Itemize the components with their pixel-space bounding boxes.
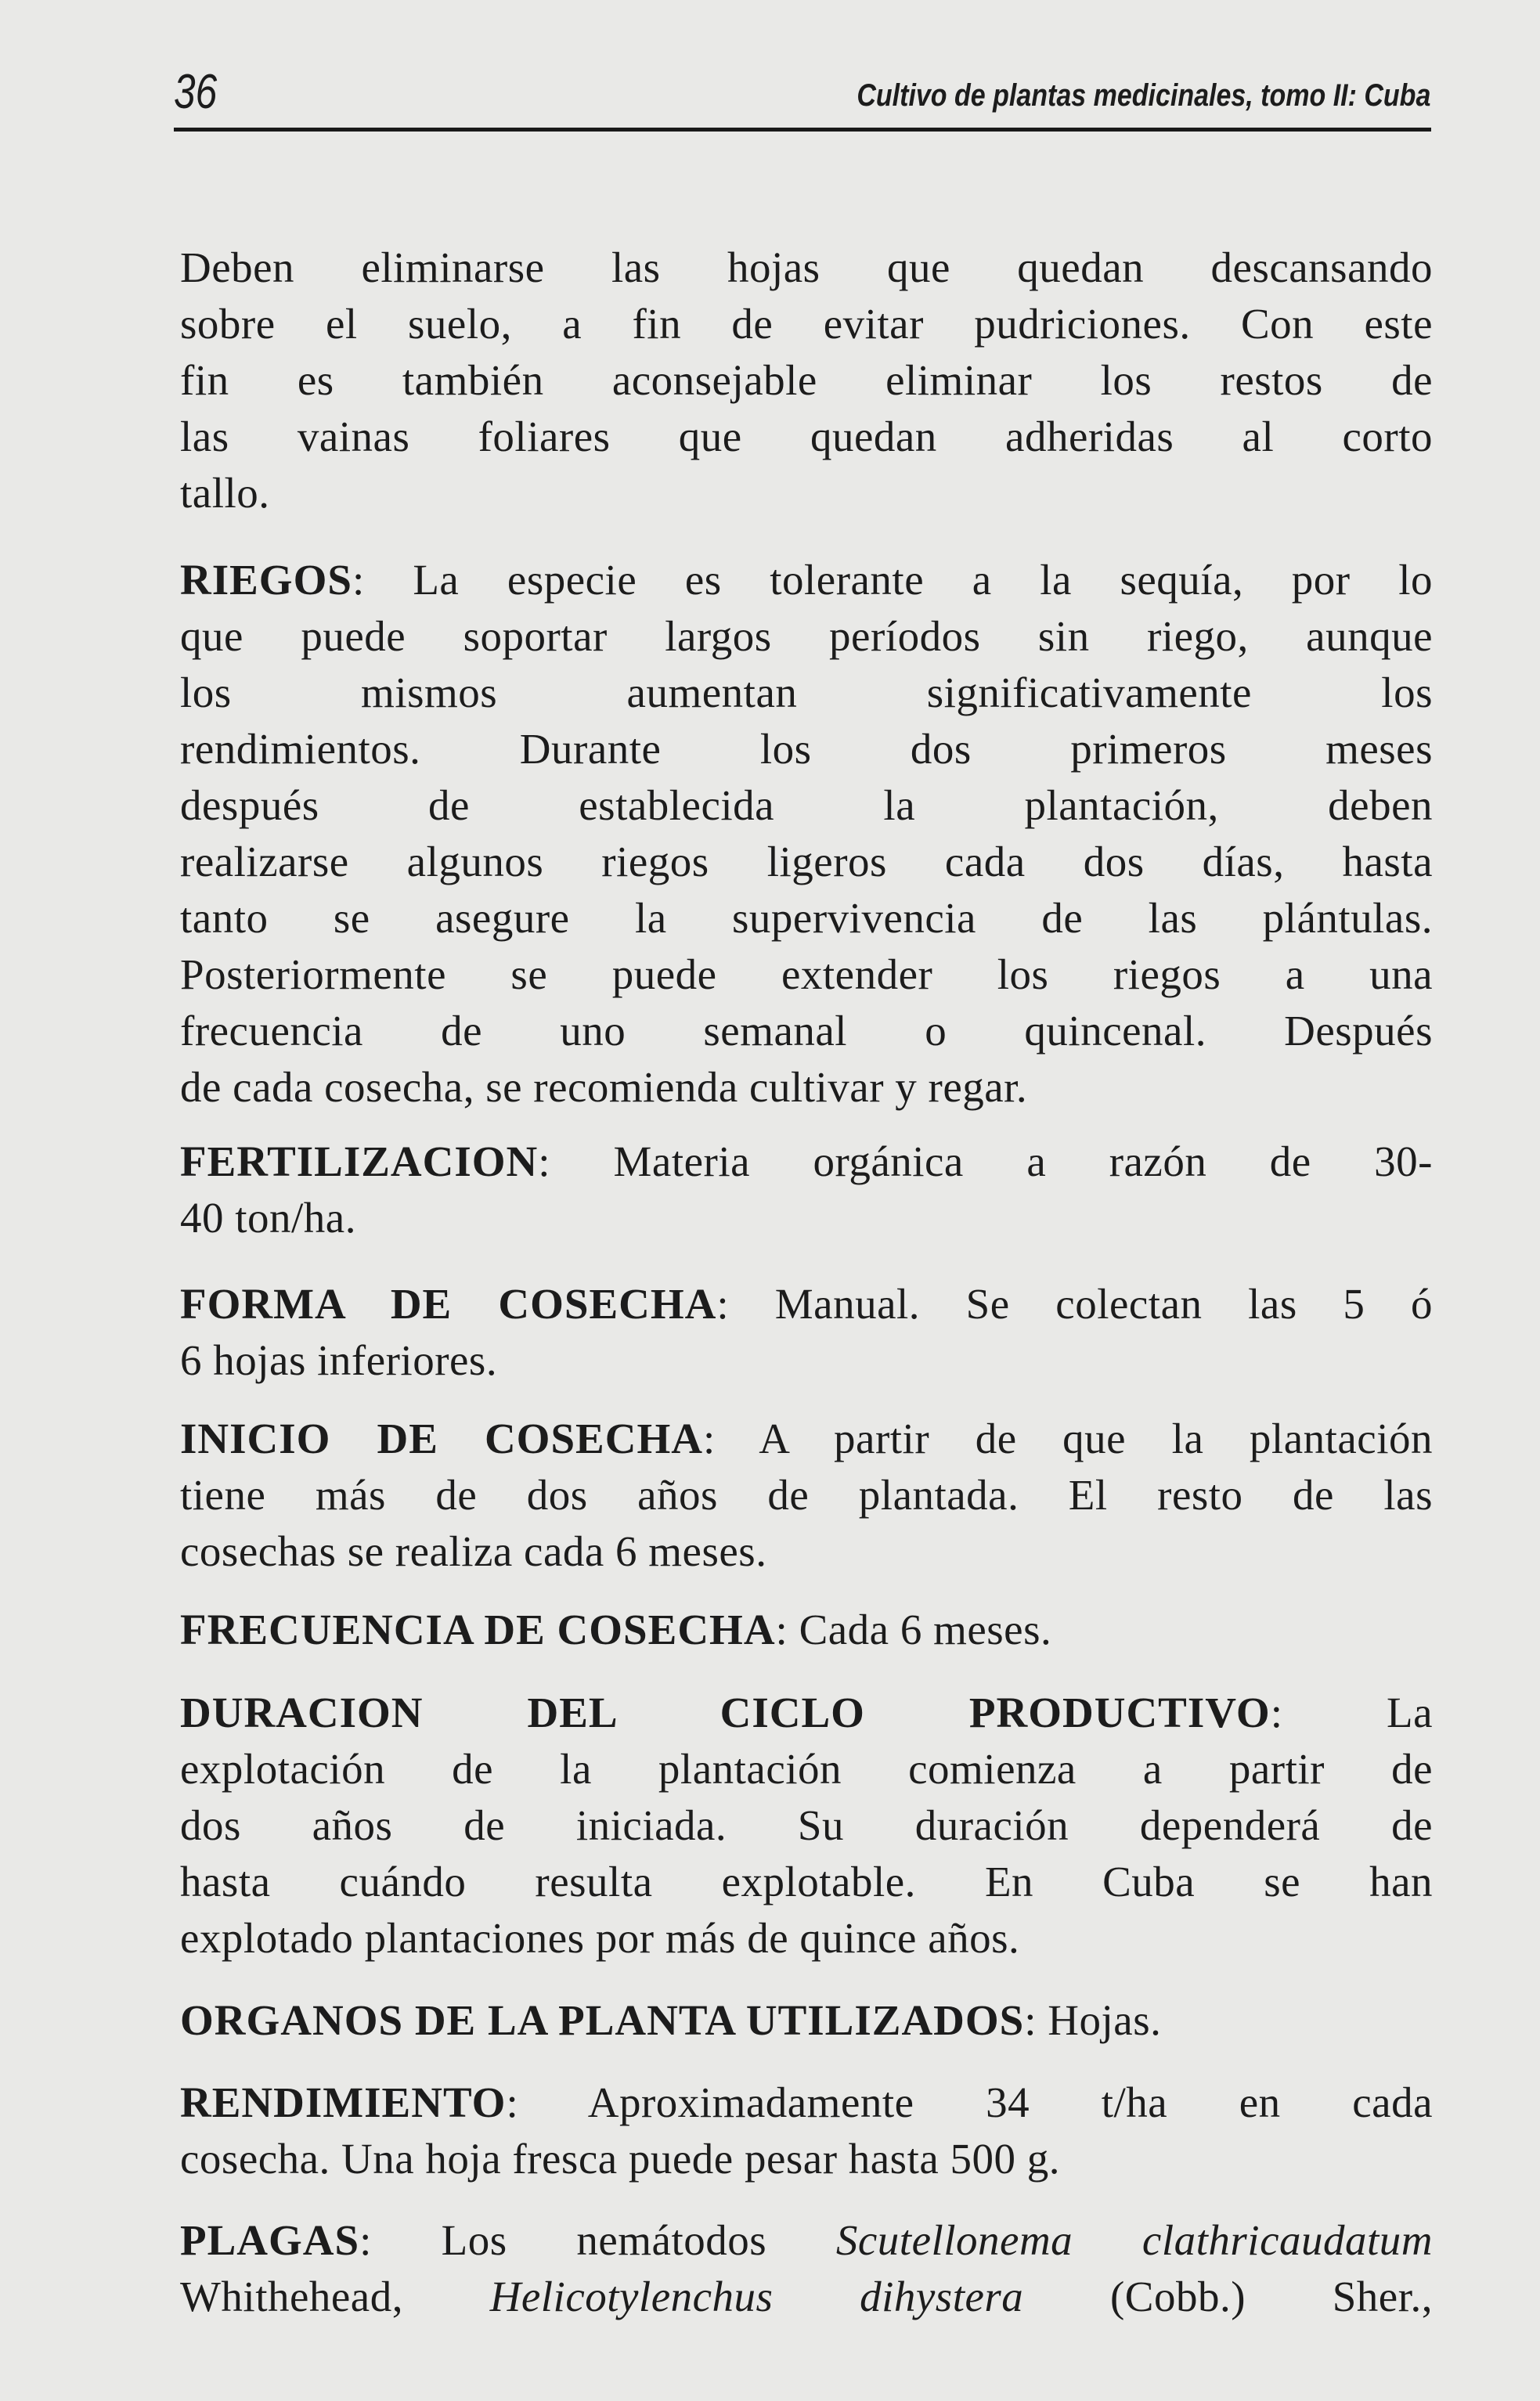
- text-line: realizarse algunos riegos ligeros cada dos días, hasta: [180, 838, 1433, 885]
- text-line: PLAGAS: Los nemátodos Scutellonema clathricaudatum: [180, 2216, 1433, 2264]
- text-line: sobre el suelo, a fin de evitar pudriciones. Con este: [180, 300, 1433, 348]
- text-line: los mismos aumentan significativamente los: [180, 669, 1433, 716]
- section-label: RIEGOS: [180, 556, 352, 604]
- section-label: FERTILIZACION: [180, 1137, 539, 1185]
- section-label: FORMA DE COSECHA: [180, 1280, 717, 1328]
- section-label: FRECUENCIA DE COSECHA: [180, 1606, 776, 1653]
- paragraph: [180, 1685, 1433, 1967]
- text-line: Deben eliminarse las hojas que quedan descansando: [180, 243, 1433, 291]
- header-rule: [174, 128, 1431, 132]
- text-line: dos años de iniciada. Su duración dependerá de: [180, 1801, 1433, 1849]
- section-label: RENDIMIENTO: [180, 2078, 507, 2126]
- text-line: tanto se asegure la supervivencia de las plántulas.: [180, 894, 1433, 942]
- species-name: Helicotylenchus dihystera: [489, 2273, 1024, 2320]
- paragraph: [180, 1134, 1433, 1246]
- text-line: RENDIMIENTO: Aproximadamente 34 t/ha en cada: [180, 2078, 1433, 2126]
- text-line: fin es también aconsejable eliminar los restos de: [180, 356, 1433, 404]
- text-line: que puede soportar largos períodos sin riego, aunque: [180, 612, 1433, 660]
- species-name: Scutellonema clathricaudatum: [835, 2216, 1433, 2264]
- text-line: ORGANOS DE LA PLANTA UTILIZADOS: Hojas.: [180, 1996, 1162, 2044]
- text-line: cosecha. Una hoja fresca puede pesar hasta 500 g.: [180, 2135, 1061, 2183]
- text-line: tiene más de dos años de plantada. El resto de las: [180, 1471, 1433, 1519]
- text-line: Posteriormente se puede extender los riegos a una: [180, 950, 1433, 998]
- text-line: después de establecida la plantación, deben: [180, 781, 1433, 829]
- text-line: RIEGOS: La especie es tolerante a la sequía, por lo: [180, 556, 1433, 604]
- text-line: Whithehead, Helicotylenchus dihystera (Cobb.) Sher.,: [180, 2273, 1433, 2320]
- text-line: hasta cuándo resulta explotable. En Cuba se han: [180, 1858, 1433, 1905]
- paragraph: [180, 1411, 1433, 1580]
- text-line: DURACION DEL CICLO PRODUCTIVO: La: [180, 1689, 1433, 1736]
- section-label: INICIO DE COSECHA: [180, 1415, 703, 1462]
- paragraph: [180, 2075, 1433, 2187]
- paragraph: [180, 240, 1433, 521]
- paragraph: [180, 2212, 1433, 2325]
- paragraph: [180, 1276, 1433, 1389]
- text-line: explotación de la plantación comienza a partir de: [180, 1745, 1433, 1793]
- section-label: DURACION DEL CICLO PRODUCTIVO: [180, 1689, 1271, 1736]
- text-line: explotado plantaciones por más de quince años.: [180, 1914, 1020, 1962]
- paragraph: [180, 552, 1433, 1116]
- text-line: FERTILIZACION: Materia orgánica a razón de 30-: [180, 1137, 1433, 1185]
- text-line: FRECUENCIA DE COSECHA: Cada 6 meses.: [180, 1606, 1052, 1653]
- text-line: de cada cosecha, se recomienda cultivar y regar.: [180, 1063, 1028, 1111]
- paragraph: [180, 1602, 1433, 1658]
- text-line: INICIO DE COSECHA: A partir de que la plantación: [180, 1415, 1433, 1462]
- text-line: frecuencia de uno semanal o quincenal. Después: [180, 1007, 1433, 1054]
- text-line: rendimientos. Durante los dos primeros meses: [180, 725, 1433, 773]
- text-line: 6 hojas inferiores.: [180, 1336, 498, 1384]
- section-label: ORGANOS DE LA PLANTA UTILIZADOS: [180, 1996, 1025, 2044]
- section-label: PLAGAS: [180, 2216, 360, 2264]
- text-line: las vainas foliares que quedan adheridas al corto: [180, 413, 1433, 460]
- text-line: FORMA DE COSECHA: Manual. Se colectan las 5 ó: [180, 1280, 1433, 1328]
- page-number: 36: [174, 65, 218, 119]
- text-line: 40 ton/ha.: [180, 1194, 356, 1242]
- text-line: cosechas se realiza cada 6 meses.: [180, 1527, 767, 1575]
- text-line: tallo.: [180, 469, 270, 517]
- paragraph: [180, 1992, 1433, 2049]
- running-title: Cultivo de plantas medicinales, tomo II: Cuba: [856, 78, 1430, 113]
